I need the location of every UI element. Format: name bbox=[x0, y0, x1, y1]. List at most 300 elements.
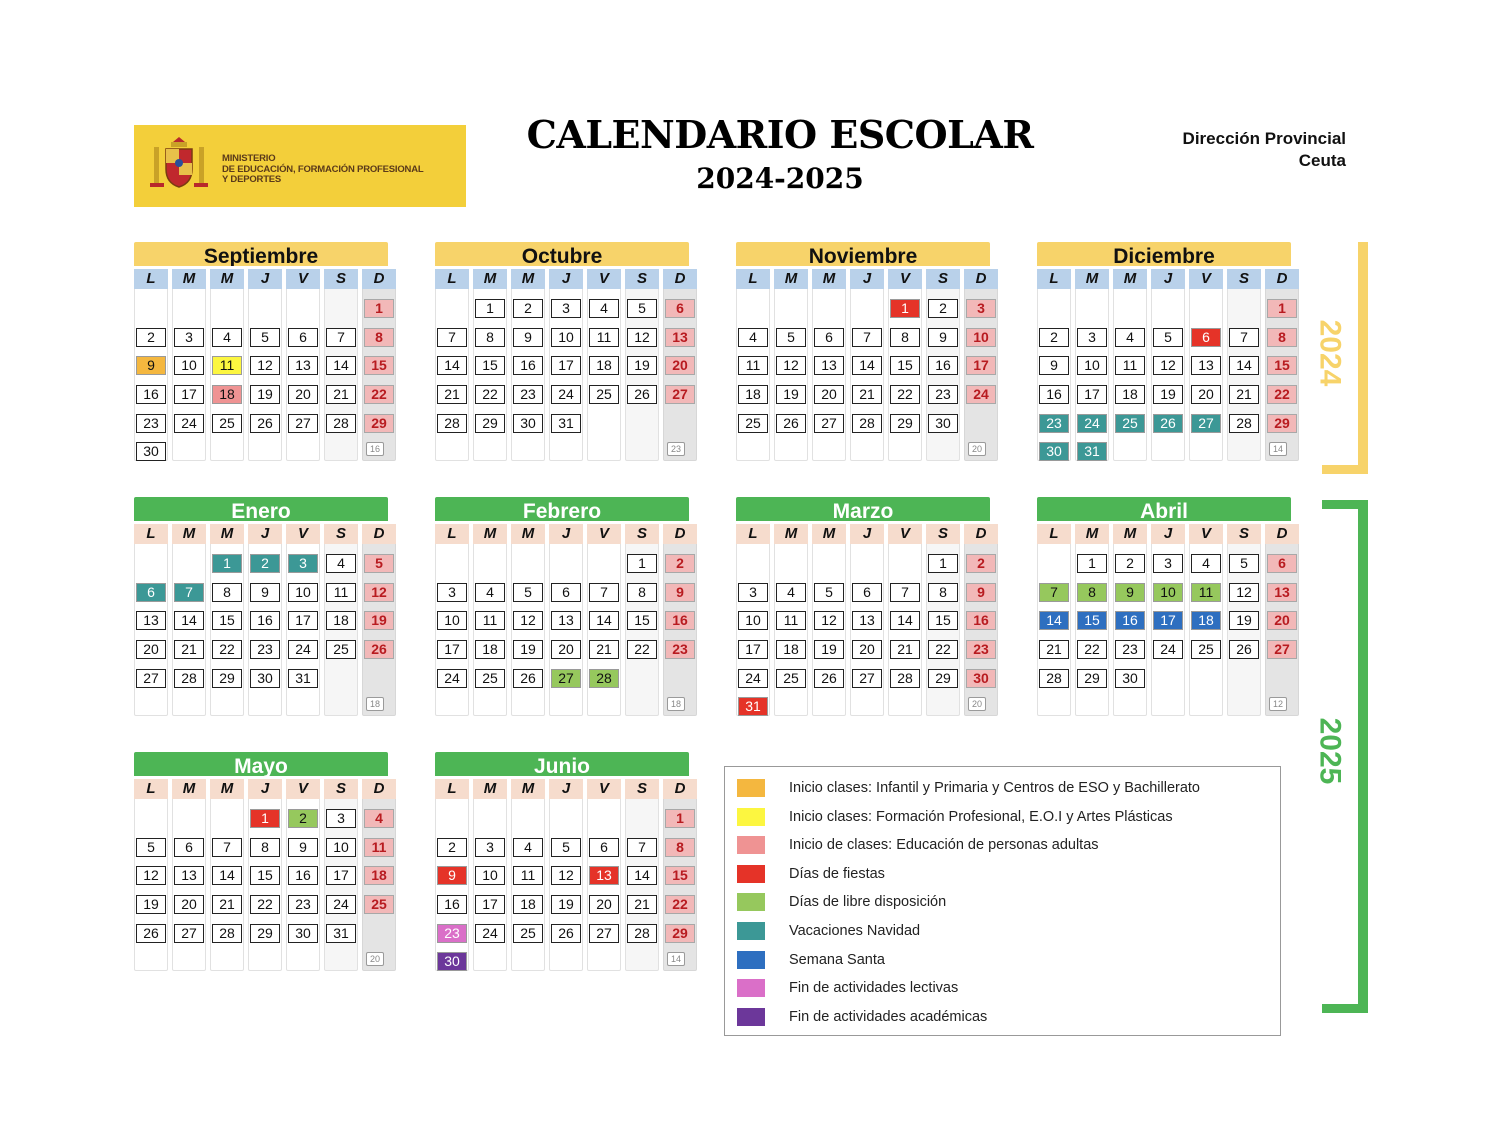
day-cell: 3 bbox=[288, 554, 318, 573]
day-cell: 19 bbox=[136, 895, 166, 914]
day-cell: 13 bbox=[1267, 583, 1297, 602]
day-cell: 27 bbox=[174, 924, 204, 943]
day-cell: 31 bbox=[326, 924, 356, 943]
day-cell: 14 bbox=[890, 611, 920, 630]
day-cell: 9 bbox=[437, 866, 467, 885]
weekday-header: M bbox=[210, 779, 244, 799]
direction-city: Ceuta bbox=[1298, 151, 1346, 170]
weekday-header: S bbox=[926, 524, 960, 544]
day-cell: 29 bbox=[250, 924, 280, 943]
ministry-name: MINISTERIO DE EDUCACIÓN, FORMACIÓN PROFESIONAL Y DEPORTES bbox=[222, 153, 424, 185]
day-cell: 3 bbox=[475, 838, 505, 857]
day-cell: 21 bbox=[1229, 385, 1259, 404]
day-cell: 2 bbox=[288, 809, 318, 828]
day-cell: 22 bbox=[627, 640, 657, 659]
day-cell: 5 bbox=[136, 838, 166, 857]
school-days-count: 18 bbox=[366, 697, 384, 711]
day-cell: 4 bbox=[776, 583, 806, 602]
day-cell: 1 bbox=[1077, 554, 1107, 573]
weekday-header: D bbox=[663, 779, 697, 799]
day-cell: 11 bbox=[738, 356, 768, 375]
weekday-header: M bbox=[812, 524, 846, 544]
weekday-header: J bbox=[248, 779, 282, 799]
weekday-header: L bbox=[134, 524, 168, 544]
day-cell: 10 bbox=[288, 583, 318, 602]
day-cell: 7 bbox=[174, 583, 204, 602]
weekday-header: M bbox=[1075, 269, 1109, 289]
day-cell: 26 bbox=[814, 669, 844, 688]
legend bbox=[724, 766, 1281, 1036]
day-cell: 1 bbox=[890, 299, 920, 318]
weekday-header: M bbox=[1075, 524, 1109, 544]
day-cell: 29 bbox=[212, 669, 242, 688]
day-cell: 28 bbox=[627, 924, 657, 943]
weekday-header: S bbox=[324, 269, 358, 289]
day-cell: 24 bbox=[174, 414, 204, 433]
day-cell: 5 bbox=[250, 328, 280, 347]
day-cell: 12 bbox=[776, 356, 806, 375]
legend-item bbox=[737, 835, 1099, 855]
day-cell: 16 bbox=[513, 356, 543, 375]
day-cell: 8 bbox=[665, 838, 695, 857]
day-cell: 4 bbox=[589, 299, 619, 318]
day-cell: 30 bbox=[437, 952, 467, 971]
weekday-header: M bbox=[511, 269, 545, 289]
day-cell: 3 bbox=[1077, 328, 1107, 347]
day-cell: 18 bbox=[212, 385, 242, 404]
day-cell: 22 bbox=[364, 385, 394, 404]
day-cell: 1 bbox=[475, 299, 505, 318]
weekday-header: D bbox=[964, 269, 998, 289]
day-cell: 10 bbox=[966, 328, 996, 347]
day-cell: 5 bbox=[814, 583, 844, 602]
day-cell: 12 bbox=[250, 356, 280, 375]
day-cell: 2 bbox=[136, 328, 166, 347]
legend-item bbox=[737, 807, 1173, 827]
day-cell: 5 bbox=[627, 299, 657, 318]
day-cell: 14 bbox=[589, 611, 619, 630]
legend-label: Fin de actividades lectivas bbox=[789, 980, 959, 997]
day-cell: 18 bbox=[326, 611, 356, 630]
day-cell: 3 bbox=[1153, 554, 1183, 573]
day-cell: 22 bbox=[475, 385, 505, 404]
day-cell: 17 bbox=[326, 866, 356, 885]
weekday-header: V bbox=[888, 524, 922, 544]
day-cell: 16 bbox=[288, 866, 318, 885]
weekday-header: V bbox=[286, 524, 320, 544]
day-cell: 29 bbox=[890, 414, 920, 433]
day-cell: 25 bbox=[326, 640, 356, 659]
day-cell: 17 bbox=[437, 640, 467, 659]
day-cell: 15 bbox=[1077, 611, 1107, 630]
day-cell: 28 bbox=[326, 414, 356, 433]
legend-item bbox=[737, 950, 885, 970]
day-cell: 28 bbox=[589, 669, 619, 688]
day-cell: 30 bbox=[250, 669, 280, 688]
month-marzo bbox=[734, 497, 996, 723]
day-cell: 24 bbox=[966, 385, 996, 404]
day-cell: 1 bbox=[212, 554, 242, 573]
day-cell: 11 bbox=[364, 838, 394, 857]
weekday-header: M bbox=[511, 524, 545, 544]
day-cell: 24 bbox=[437, 669, 467, 688]
day-cell: 3 bbox=[551, 299, 581, 318]
day-cell: 18 bbox=[589, 356, 619, 375]
page-title: CALENDARIO ESCOLAR bbox=[526, 112, 1034, 157]
day-cell: 27 bbox=[136, 669, 166, 688]
month-title: Junio bbox=[435, 752, 689, 776]
day-cell: 3 bbox=[326, 809, 356, 828]
day-cell: 2 bbox=[966, 554, 996, 573]
school-days-count: 20 bbox=[366, 952, 384, 966]
day-cell: 25 bbox=[1115, 414, 1145, 433]
weekday-header: D bbox=[362, 269, 396, 289]
day-cell: 29 bbox=[1267, 414, 1297, 433]
day-cell: 16 bbox=[136, 385, 166, 404]
day-cell: 11 bbox=[326, 583, 356, 602]
day-cell: 16 bbox=[966, 611, 996, 630]
day-cell: 27 bbox=[852, 669, 882, 688]
day-cell: 24 bbox=[1077, 414, 1107, 433]
school-days-count: 16 bbox=[366, 442, 384, 456]
month-diciembre bbox=[1035, 242, 1297, 468]
day-cell: 17 bbox=[288, 611, 318, 630]
day-cell: 25 bbox=[364, 895, 394, 914]
day-cell: 28 bbox=[212, 924, 242, 943]
month-junio bbox=[433, 752, 695, 978]
day-cell: 24 bbox=[475, 924, 505, 943]
day-cell: 30 bbox=[1039, 442, 1069, 461]
day-cell: 30 bbox=[1115, 669, 1145, 688]
day-cell: 19 bbox=[776, 385, 806, 404]
school-days-count: 12 bbox=[1269, 697, 1287, 711]
legend-label: Inicio clases: Infantil y Primaria y Centros de ESO y Bachillerato bbox=[789, 780, 1200, 796]
weekday-header: M bbox=[473, 524, 507, 544]
day-cell: 19 bbox=[627, 356, 657, 375]
weekday-header: J bbox=[549, 779, 583, 799]
day-cell: 12 bbox=[513, 611, 543, 630]
day-cell: 13 bbox=[852, 611, 882, 630]
day-cell: 5 bbox=[1153, 328, 1183, 347]
day-cell: 12 bbox=[627, 328, 657, 347]
day-cell: 19 bbox=[1229, 611, 1259, 630]
day-cell: 9 bbox=[966, 583, 996, 602]
day-cell: 24 bbox=[288, 640, 318, 659]
day-cell: 27 bbox=[589, 924, 619, 943]
day-cell: 6 bbox=[136, 583, 166, 602]
legend-label: Vacaciones Navidad bbox=[789, 923, 921, 939]
weekday-header: D bbox=[362, 779, 396, 799]
day-cell: 23 bbox=[665, 640, 695, 659]
day-cell: 10 bbox=[551, 328, 581, 347]
day-cell: 20 bbox=[852, 640, 882, 659]
day-cell: 20 bbox=[174, 895, 204, 914]
day-cell: 17 bbox=[174, 385, 204, 404]
day-cell: 18 bbox=[364, 866, 394, 885]
day-cell: 29 bbox=[928, 669, 958, 688]
weekday-header: J bbox=[248, 269, 282, 289]
day-cell: 2 bbox=[665, 554, 695, 573]
day-cell: 6 bbox=[288, 328, 318, 347]
day-cell: 15 bbox=[250, 866, 280, 885]
day-cell: 24 bbox=[1153, 640, 1183, 659]
weekday-header: D bbox=[362, 524, 396, 544]
weekday-header: V bbox=[888, 269, 922, 289]
day-cell: 4 bbox=[1115, 328, 1145, 347]
day-cell: 4 bbox=[326, 554, 356, 573]
day-cell: 22 bbox=[212, 640, 242, 659]
day-cell: 14 bbox=[174, 611, 204, 630]
legend-swatch bbox=[737, 1008, 765, 1026]
day-cell: 5 bbox=[513, 583, 543, 602]
legend-label: Días de libre disposición bbox=[789, 894, 947, 911]
month-septiembre bbox=[132, 242, 394, 468]
day-cell: 9 bbox=[136, 356, 166, 375]
day-cell: 9 bbox=[1039, 356, 1069, 375]
day-cell: 21 bbox=[852, 385, 882, 404]
day-cell: 26 bbox=[551, 924, 581, 943]
weekday-header: J bbox=[248, 524, 282, 544]
day-cell: 23 bbox=[513, 385, 543, 404]
ministry-logo bbox=[134, 125, 466, 207]
day-cell: 26 bbox=[776, 414, 806, 433]
day-cell: 26 bbox=[364, 640, 394, 659]
day-cell: 12 bbox=[1229, 583, 1259, 602]
day-cell: 13 bbox=[174, 866, 204, 885]
weekday-header: V bbox=[1189, 269, 1223, 289]
day-cell: 20 bbox=[551, 640, 581, 659]
day-cell: 15 bbox=[1267, 356, 1297, 375]
weekday-header: D bbox=[663, 269, 697, 289]
day-cell: 8 bbox=[1077, 583, 1107, 602]
day-cell: 5 bbox=[1229, 554, 1259, 573]
day-cell: 8 bbox=[475, 328, 505, 347]
weekday-header: M bbox=[210, 269, 244, 289]
day-cell: 23 bbox=[966, 640, 996, 659]
day-cell: 21 bbox=[326, 385, 356, 404]
day-cell: 4 bbox=[1191, 554, 1221, 573]
weekday-header: J bbox=[850, 269, 884, 289]
weekday-header: M bbox=[511, 779, 545, 799]
day-cell: 9 bbox=[928, 328, 958, 347]
day-cell: 23 bbox=[288, 895, 318, 914]
legend-label: Semana Santa bbox=[789, 951, 885, 968]
day-cell: 1 bbox=[928, 554, 958, 573]
day-cell: 11 bbox=[1115, 356, 1145, 375]
day-cell: 10 bbox=[738, 611, 768, 630]
day-cell: 27 bbox=[1191, 414, 1221, 433]
day-cell: 9 bbox=[250, 583, 280, 602]
day-cell: 14 bbox=[326, 356, 356, 375]
day-cell: 7 bbox=[1039, 583, 1069, 602]
day-cell: 8 bbox=[890, 328, 920, 347]
day-cell: 18 bbox=[513, 895, 543, 914]
day-cell: 28 bbox=[437, 414, 467, 433]
day-cell: 13 bbox=[665, 328, 695, 347]
day-cell: 8 bbox=[928, 583, 958, 602]
day-cell: 1 bbox=[364, 299, 394, 318]
weekday-header: M bbox=[473, 269, 507, 289]
day-cell: 31 bbox=[288, 669, 318, 688]
day-cell: 13 bbox=[814, 356, 844, 375]
day-cell: 8 bbox=[1267, 328, 1297, 347]
day-cell: 3 bbox=[437, 583, 467, 602]
weekday-header: L bbox=[736, 524, 770, 544]
day-cell: 2 bbox=[1115, 554, 1145, 573]
day-cell: 12 bbox=[136, 866, 166, 885]
day-cell: 16 bbox=[665, 611, 695, 630]
day-cell: 7 bbox=[1229, 328, 1259, 347]
weekday-header: M bbox=[774, 524, 808, 544]
day-cell: 12 bbox=[814, 611, 844, 630]
weekday-header: S bbox=[625, 524, 659, 544]
school-days-count: 18 bbox=[667, 697, 685, 711]
day-cell: 8 bbox=[212, 583, 242, 602]
weekday-header: S bbox=[324, 779, 358, 799]
day-cell: 26 bbox=[627, 385, 657, 404]
day-cell: 23 bbox=[250, 640, 280, 659]
coat-of-arms-icon bbox=[148, 133, 210, 197]
day-cell: 25 bbox=[738, 414, 768, 433]
day-cell: 10 bbox=[1153, 583, 1183, 602]
day-cell: 6 bbox=[174, 838, 204, 857]
month-title: Diciembre bbox=[1037, 242, 1291, 266]
month-title: Octubre bbox=[435, 242, 689, 266]
day-cell: 14 bbox=[1039, 611, 1069, 630]
day-cell: 5 bbox=[364, 554, 394, 573]
day-cell: 18 bbox=[1115, 385, 1145, 404]
day-cell: 6 bbox=[665, 299, 695, 318]
day-cell: 21 bbox=[890, 640, 920, 659]
day-cell: 4 bbox=[475, 583, 505, 602]
day-cell: 6 bbox=[1191, 328, 1221, 347]
provincial-direction bbox=[1183, 128, 1346, 172]
day-cell: 18 bbox=[738, 385, 768, 404]
legend-item bbox=[737, 892, 946, 912]
school-days-count: 20 bbox=[968, 697, 986, 711]
day-cell: 10 bbox=[174, 356, 204, 375]
day-cell: 10 bbox=[1077, 356, 1107, 375]
day-cell: 9 bbox=[288, 838, 318, 857]
weekday-header: J bbox=[549, 524, 583, 544]
day-cell: 20 bbox=[288, 385, 318, 404]
day-cell: 13 bbox=[1191, 356, 1221, 375]
day-cell: 28 bbox=[890, 669, 920, 688]
day-cell: 21 bbox=[589, 640, 619, 659]
weekday-header: S bbox=[1227, 269, 1261, 289]
day-cell: 6 bbox=[551, 583, 581, 602]
day-cell: 27 bbox=[665, 385, 695, 404]
day-cell: 3 bbox=[738, 583, 768, 602]
weekday-header: J bbox=[850, 524, 884, 544]
day-cell: 12 bbox=[1153, 356, 1183, 375]
day-cell: 8 bbox=[364, 328, 394, 347]
day-cell: 6 bbox=[1267, 554, 1297, 573]
direction-label: Dirección Provincial bbox=[1182, 129, 1346, 148]
day-cell: 22 bbox=[665, 895, 695, 914]
day-cell: 15 bbox=[475, 356, 505, 375]
school-days-count: 14 bbox=[667, 952, 685, 966]
day-cell: 15 bbox=[627, 611, 657, 630]
day-cell: 2 bbox=[437, 838, 467, 857]
day-cell: 30 bbox=[966, 669, 996, 688]
day-cell: 17 bbox=[475, 895, 505, 914]
day-cell: 27 bbox=[814, 414, 844, 433]
day-cell: 23 bbox=[437, 924, 467, 943]
legend-item bbox=[737, 978, 958, 998]
day-cell: 3 bbox=[966, 299, 996, 318]
school-days-count: 14 bbox=[1269, 442, 1287, 456]
day-cell: 20 bbox=[1191, 385, 1221, 404]
day-cell: 24 bbox=[326, 895, 356, 914]
month-abril bbox=[1035, 497, 1297, 723]
day-cell: 18 bbox=[475, 640, 505, 659]
day-cell: 23 bbox=[928, 385, 958, 404]
month-title: Enero bbox=[134, 497, 388, 521]
day-cell: 20 bbox=[1267, 611, 1297, 630]
weekday-header: J bbox=[1151, 269, 1185, 289]
page-subtitle: 2024-2025 bbox=[696, 162, 864, 195]
day-cell: 14 bbox=[852, 356, 882, 375]
day-cell: 21 bbox=[437, 385, 467, 404]
day-cell: 19 bbox=[1153, 385, 1183, 404]
day-cell: 5 bbox=[551, 838, 581, 857]
day-cell: 27 bbox=[551, 669, 581, 688]
day-cell: 14 bbox=[437, 356, 467, 375]
day-cell: 10 bbox=[326, 838, 356, 857]
weekday-header: M bbox=[1113, 524, 1147, 544]
day-cell: 25 bbox=[776, 669, 806, 688]
legend-swatch bbox=[737, 893, 765, 911]
day-cell: 7 bbox=[437, 328, 467, 347]
day-cell: 9 bbox=[1115, 583, 1145, 602]
day-cell: 21 bbox=[174, 640, 204, 659]
month-enero bbox=[132, 497, 394, 723]
day-cell: 25 bbox=[212, 414, 242, 433]
day-cell: 3 bbox=[174, 328, 204, 347]
day-cell: 4 bbox=[212, 328, 242, 347]
day-cell: 25 bbox=[513, 924, 543, 943]
day-cell: 21 bbox=[1039, 640, 1069, 659]
day-cell: 7 bbox=[890, 583, 920, 602]
day-cell: 1 bbox=[250, 809, 280, 828]
day-cell: 6 bbox=[814, 328, 844, 347]
day-cell: 11 bbox=[1191, 583, 1221, 602]
day-cell: 23 bbox=[1039, 414, 1069, 433]
day-cell: 28 bbox=[174, 669, 204, 688]
day-cell: 19 bbox=[364, 611, 394, 630]
day-cell: 11 bbox=[212, 356, 242, 375]
month-title: Marzo bbox=[736, 497, 990, 521]
day-cell: 1 bbox=[1267, 299, 1297, 318]
day-cell: 20 bbox=[136, 640, 166, 659]
day-cell: 17 bbox=[966, 356, 996, 375]
day-cell: 11 bbox=[589, 328, 619, 347]
day-cell: 20 bbox=[589, 895, 619, 914]
day-cell: 2 bbox=[513, 299, 543, 318]
day-cell: 18 bbox=[1191, 611, 1221, 630]
legend-label: Inicio clases: Formación Profesional, E.O.I y Artes Plásticas bbox=[789, 808, 1173, 825]
day-cell: 11 bbox=[475, 611, 505, 630]
day-cell: 1 bbox=[665, 809, 695, 828]
day-cell: 2 bbox=[1039, 328, 1069, 347]
weekday-header: M bbox=[172, 524, 206, 544]
weekday-header: M bbox=[473, 779, 507, 799]
month-octubre bbox=[433, 242, 695, 468]
weekday-header: S bbox=[625, 269, 659, 289]
month-title: Abril bbox=[1037, 497, 1291, 521]
month-noviembre bbox=[734, 242, 996, 468]
